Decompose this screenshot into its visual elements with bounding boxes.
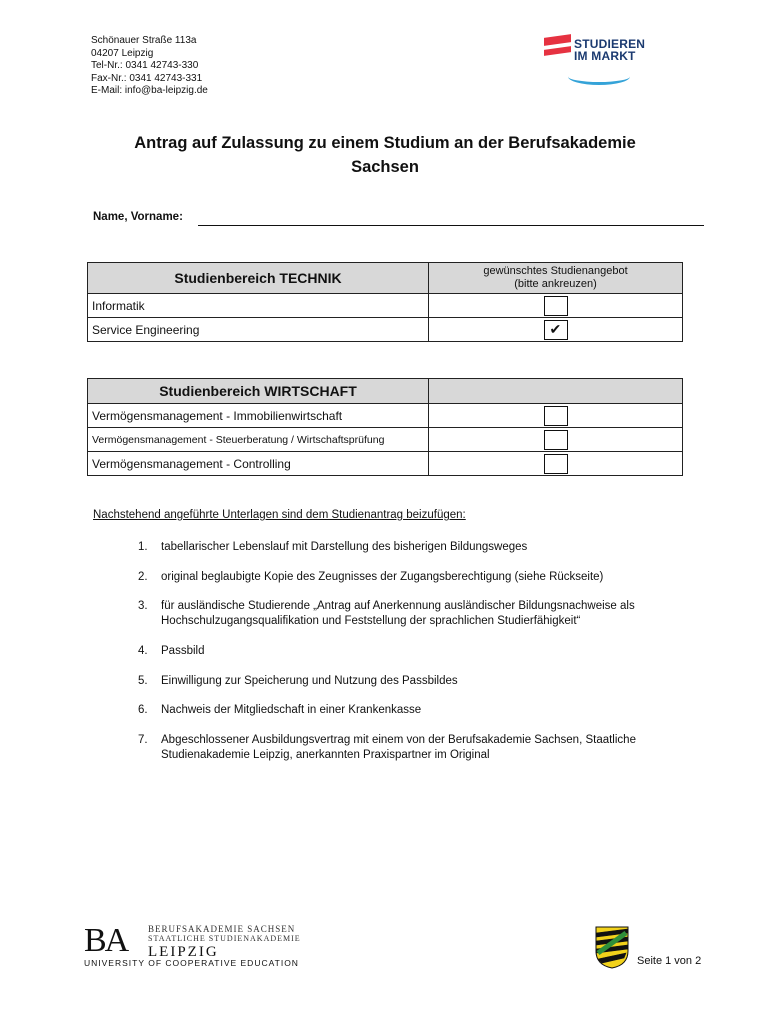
item-text: für ausländische Studierende „Antrag auf Anerkennung ausländischer Bildungsnachweise als	[161, 600, 635, 612]
item-text: original beglaubigte Kopie des Zeugnisses der Zugangsberechtigung (siehe Rückseite)	[161, 571, 604, 583]
name-input-line[interactable]	[198, 225, 704, 226]
wirtschaft-row-checkbox-cell	[429, 452, 683, 476]
item-number: 1.	[138, 541, 148, 553]
check-icon: ✔	[549, 320, 562, 337]
ba-logo-line4: UNIVERSITY OF COOPERATIVE EDUCATION	[84, 958, 299, 968]
title-line1: Antrag auf Zulassung zu einem Studium an der Berufsakademie	[134, 134, 636, 152]
documents-intro: Nachstehend angeführte Unterlagen sind dem Studienantrag beizufügen:	[93, 509, 466, 521]
item-text: Einwilligung zur Speicherung und Nutzung des Passbildes	[161, 675, 458, 687]
item-number: 2.	[138, 571, 148, 583]
ba-mark: BA	[84, 922, 128, 959]
ba-logo-line1: BERUFSAKADEMIE SACHSEN	[148, 924, 296, 934]
address-city: 04207 Leipzig	[91, 47, 154, 59]
wirtschaft-table	[87, 378, 683, 476]
item-number: 7.	[138, 734, 148, 746]
ba-logo-line3: LEIPZIG	[148, 944, 219, 960]
logo-text	[574, 38, 645, 62]
technik-row-checkbox-cell	[429, 318, 683, 342]
address-street: Schönauer Straße 113a	[91, 35, 197, 46]
logo-red-bar-icon	[544, 34, 571, 46]
checkbox-immobilienwirtschaft[interactable]	[544, 406, 568, 426]
item-text-line2: Hochschulzugangsqualifikation und Feststellung der sprachlichen Studierfähigkeit“	[161, 615, 581, 627]
item-number: 5.	[138, 675, 148, 687]
item-number: 3.	[138, 600, 148, 612]
address-email: E-Mail: info@ba-leipzig.de	[91, 85, 208, 96]
logo-text-line2: IM MARKT	[574, 49, 636, 63]
logo-red-bar-icon	[544, 46, 571, 56]
logo-arc-icon	[568, 68, 630, 85]
checkbox-controlling[interactable]	[544, 454, 568, 474]
item-text-line2: Studienakademie Leipzig, anerkannten Praxispartner im Original	[161, 749, 490, 761]
technik-table	[87, 262, 683, 342]
wirtschaft-row-checkbox-cell	[429, 404, 683, 428]
wirtschaft-heading-blank	[429, 379, 683, 404]
title-line2: Sachsen	[351, 158, 419, 176]
technik-heading: Studienbereich TECHNIK	[88, 263, 429, 294]
saxony-coat-of-arms-icon	[594, 925, 630, 969]
ba-logo-line2: STAATLICHE STUDIENAKADEMIE	[148, 934, 301, 943]
item-text: Abgeschlossener Ausbildungsvertrag mit einem von der Berufsakademie Sachsen, Staatliche	[161, 734, 636, 746]
logo-text-line1: STUDIEREN	[574, 37, 646, 51]
ba-leipzig-logo	[84, 922, 301, 970]
item-number: 4.	[138, 645, 148, 657]
technik-note	[429, 263, 683, 294]
technik-row-label: Informatik	[88, 294, 429, 318]
technik-row-label: Service Engineering	[88, 318, 429, 342]
technik-row-checkbox-cell	[429, 294, 683, 318]
page-number: Seite 1 von 2	[637, 955, 702, 967]
address-tel: Tel-Nr.: 0341 42743-330	[91, 60, 199, 71]
item-text: tabellarischer Lebenslauf mit Darstellung des bisherigen Bildungsweges	[161, 541, 528, 553]
wirtschaft-heading: Studienbereich WIRTSCHAFT	[88, 379, 429, 404]
address-fax: Fax-Nr.: 0341 42743-331	[91, 72, 203, 84]
checkbox-steuerberatung[interactable]	[544, 430, 568, 450]
wirtschaft-row-label: Vermögensmanagement - Immobilienwirtschaft	[88, 404, 429, 428]
checkbox-service-engineering[interactable]	[544, 320, 568, 340]
technik-note-line1: gewünschtes Studienangebot	[483, 265, 628, 277]
name-label: Name, Vorname:	[93, 211, 183, 223]
checkbox-informatik[interactable]	[544, 296, 568, 316]
item-text: Nachweis der Mitgliedschaft in einer Krankenkasse	[161, 704, 422, 716]
page-title	[60, 131, 710, 179]
wirtschaft-row-label: Vermögensmanagement - Steuerberatung / Wirtschaftsprüfung	[88, 428, 429, 452]
item-number: 6.	[138, 704, 148, 716]
wirtschaft-row-checkbox-cell	[429, 428, 683, 452]
technik-note-line2: (bitte ankreuzen)	[514, 278, 597, 290]
item-text: Passbild	[161, 645, 205, 657]
address-block	[91, 35, 208, 98]
studieren-im-markt-logo	[540, 30, 650, 90]
wirtschaft-row-label: Vermögensmanagement - Controlling	[88, 452, 429, 476]
